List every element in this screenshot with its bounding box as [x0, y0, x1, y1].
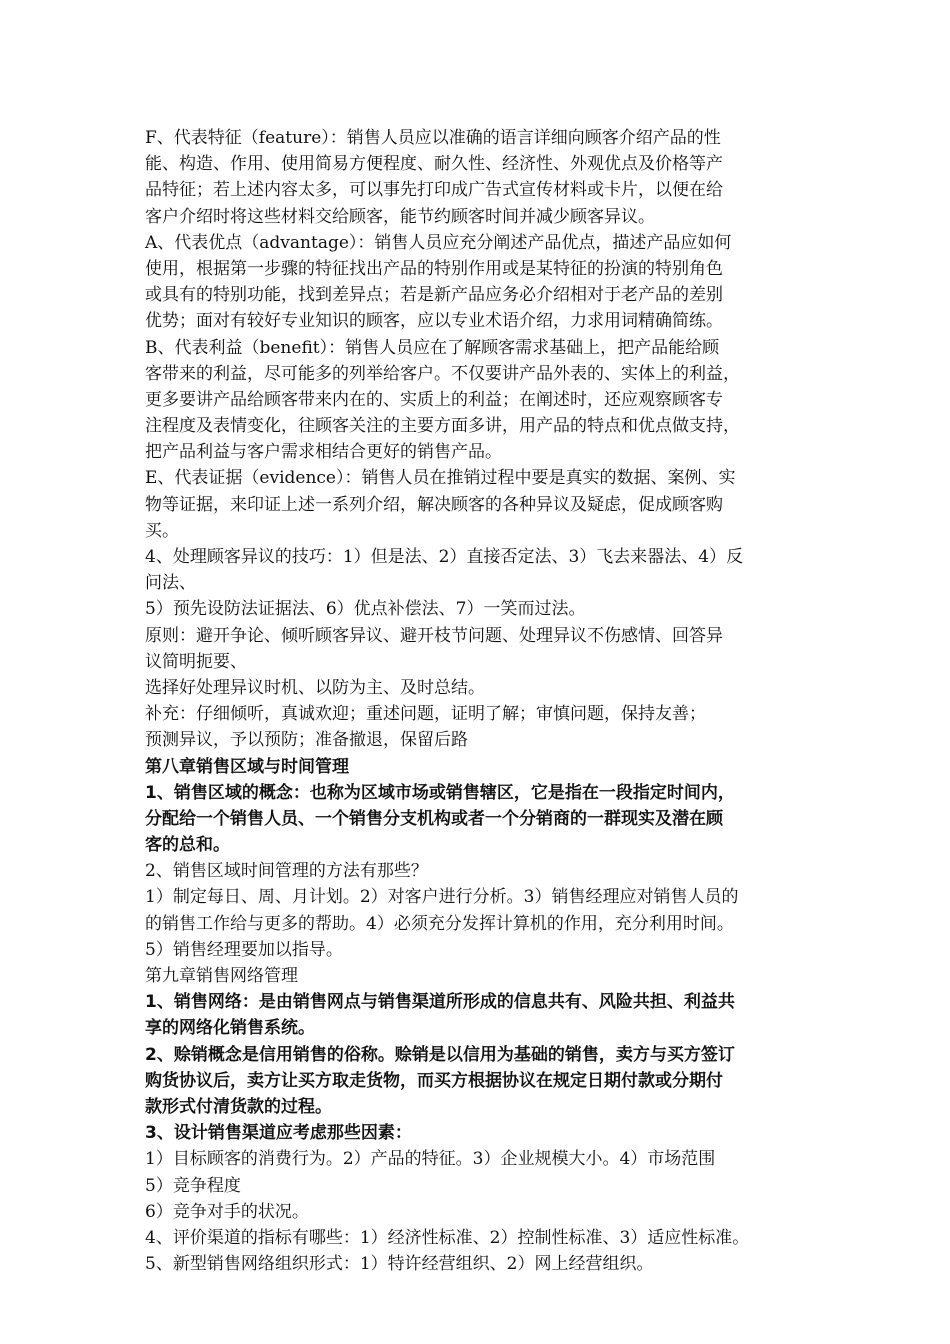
text-line: 4、评价渠道的指标有哪些：1）经济性标准、2）控制性标准、3）适应性标准。 — [145, 1227, 750, 1248]
text-line: 1）制定每日、周、月计划。2）对客户进行分析。3）销售经理应对销售人员的 — [145, 887, 739, 908]
text-line: 分配给一个销售人员、一个销售分支机构或者一个分销商的一群现实及潜在顾 — [145, 808, 723, 829]
text-line: 第九章销售网络管理 — [145, 966, 298, 986]
text-line: 5）竞争程度 — [145, 1175, 241, 1196]
text-line: 补充：仔细倾听，真诚欢迎；重述问题，证明了解；审慎问题，保持友善； — [145, 704, 706, 725]
text-line: 2、赊销概念是信用销售的俗称。赊销是以信用为基础的销售，卖方与买方签订 — [145, 1044, 735, 1065]
text-line: 1、销售网络：是由销售网点与销售渠道所形成的信息共有、风险共担、利益共 — [145, 992, 735, 1013]
text-line: 原则：避开争论、倾听顾客异议、避开枝节问题、处理异议不伤感情、回答异 — [145, 625, 723, 646]
text-line: 享的网络化销售系统。 — [145, 1018, 315, 1039]
text-line: 4、处理顾客异议的技巧：1）但是法、2）直接否定法、3）飞去来器法、4）反 — [145, 547, 744, 567]
text-line: 客带来的利益，尽可能多的列举给客户。不仅要讲产品外表的、实体上的利益， — [145, 363, 740, 384]
text-line: 5）销售经理要加以指导。 — [145, 939, 343, 960]
text-line: 1、销售区域的概念：也称为区域市场或销售辖区，它是指在一段指定时间内， — [145, 782, 735, 803]
text-line: 注程度及表情变化，往顾客关注的主要方面多讲，用产品的特点和优点做支持， — [145, 416, 740, 437]
text-line: 款形式付清货款的过程。 — [145, 1096, 332, 1117]
text-line: F、代表特征（feature）：销售人员应以准确的语言详细向顾客介绍产品的性 — [145, 128, 721, 148]
text-line: 买。 — [145, 520, 179, 541]
text-line: 客户介绍时将这些材料交给顾客，能节约顾客时间并减少顾客异议。 — [145, 206, 655, 227]
text-line: 议简明扼要、 — [145, 651, 247, 672]
text-line: 把产品利益与客户需求相结合更好的销售产品。 — [145, 442, 502, 463]
text-line: 物等证据，来印证上述一系列介绍，解决顾客的各种异议及疑虑，促成顾客购 — [145, 494, 723, 515]
text-line: 使用，根据第一步骤的特征找出产品的特别作用或是某特征的扮演的特别角色 — [145, 258, 723, 279]
text-line: 购货协议后，卖方让买方取走货物，而买方根据协议在规定日期付款或分期付 — [145, 1070, 723, 1091]
text-line: 1）目标顾客的消费行为。2）产品的特征。3）企业规模大小。4）市场范围 — [145, 1149, 716, 1170]
text-line: 或具有的特别功能，找到差异点；若是新产品应务必介绍相对于老产品的差别 — [145, 285, 723, 306]
document-body — [145, 125, 820, 1277]
text-line: E、代表证据（evidence）：销售人员在推销过程中要是真实的数据、案例、实 — [145, 468, 736, 489]
text-line: 更多要讲产品给顾客带来内在的、实质上的利益；在阐述时，还应观察顾客专 — [145, 389, 723, 410]
text-line: 6）竞争对手的状况。 — [145, 1201, 309, 1222]
text-line: 2、销售区域时间管理的方法有那些？ — [145, 861, 428, 882]
text-line: 5）预先设防法证据法、6）优点补偿法、7）一笑而过法。 — [145, 599, 586, 620]
text-line: 选择好处理异议时机、以防为主、及时总结。 — [145, 677, 485, 698]
text-line: B、代表利益（benefit）：销售人员应在了解顾客需求基础上，把产品能给顾 — [145, 337, 720, 358]
text-line: 5、新型销售网络组织形式：1）特许经营组织、2）网上经营组织。 — [145, 1254, 654, 1275]
text-line: 客的总和。 — [145, 835, 230, 856]
text-line: 优势；面对有较好专业知识的顾客，应以专业术语介绍，力求用词精确简练。 — [145, 311, 723, 332]
text-line: 问法、 — [145, 573, 196, 594]
text-line: 的销售工作给与更多的帮助。4）必须充分发挥计算机的作用，充分利用时间。 — [145, 913, 734, 934]
text-line: A、代表优点（advantage）：销售人员应充分阐述产品优点，描述产品应如何 — [145, 232, 732, 253]
text-line: 能、构造、作用、使用简易方便程度、耐久性、经济性、外观优点及价格等产 — [145, 154, 723, 175]
text-line: 预测异议，予以预防；准备撤退，保留后路 — [145, 730, 468, 751]
text-line: 第八章销售区域与时间管理 — [145, 756, 349, 777]
text-line: 3、设计销售渠道应考虑那些因素： — [145, 1123, 412, 1144]
text-line: 品特征；若上述内容太多，可以事先打印成广告式宣传材料或卡片，以便在给 — [145, 180, 723, 201]
